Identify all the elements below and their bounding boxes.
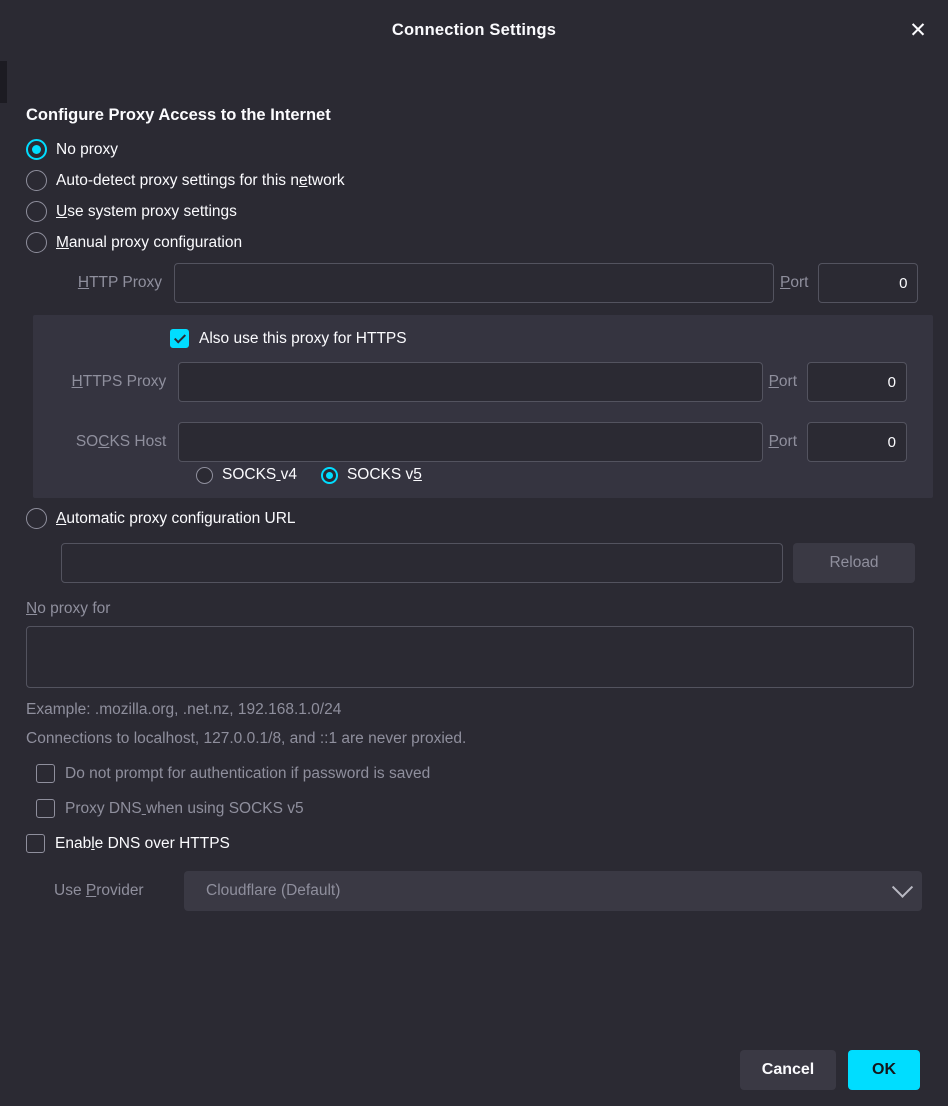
provider-row bbox=[54, 871, 922, 911]
also-https-row[interactable] bbox=[170, 329, 907, 348]
no-proxy-example-text: Example: .mozilla.org, .net.nz, 192.168.1.0/24 bbox=[26, 701, 342, 718]
http-port-input[interactable] bbox=[818, 263, 918, 303]
dialog-footer bbox=[0, 1050, 948, 1106]
https-port-label: Port bbox=[768, 373, 797, 390]
radio-pac-url[interactable] bbox=[26, 508, 47, 529]
socks-host-input[interactable] bbox=[178, 422, 762, 462]
https-proxy-label: HTTPS Proxy bbox=[71, 373, 167, 390]
page-title: Connection Settings bbox=[391, 21, 557, 39]
socks-port-label: Port bbox=[768, 433, 797, 450]
enable-doh-checkbox[interactable] bbox=[26, 834, 45, 853]
no-proxy-for-label: No proxy for bbox=[26, 600, 111, 617]
https-port-input[interactable] bbox=[807, 362, 907, 402]
http-proxy-row bbox=[62, 263, 922, 303]
proxy-dns-checkbox[interactable] bbox=[36, 799, 55, 818]
provider-label: Use Provider bbox=[54, 882, 144, 899]
radio-no-proxy[interactable] bbox=[26, 139, 47, 160]
radio-row-auto-detect[interactable] bbox=[26, 170, 922, 191]
localhost-note-text: Connections to localhost, 127.0.0.1/8, and ::1 are never proxied. bbox=[26, 730, 467, 747]
https-proxy-input[interactable] bbox=[178, 362, 762, 402]
https-proxy-row bbox=[33, 362, 907, 402]
chevron-down-icon bbox=[892, 876, 913, 897]
radio-row-manual-proxy[interactable] bbox=[26, 232, 922, 253]
no-prompt-auth-label: Do not prompt for authentication if password is saved bbox=[65, 764, 431, 782]
http-proxy-label: HTTP Proxy bbox=[77, 274, 162, 291]
provider-selected-value: Cloudflare (Default) bbox=[206, 882, 341, 899]
also-use-https-checkbox[interactable] bbox=[170, 329, 189, 348]
pac-url-input[interactable] bbox=[61, 543, 783, 583]
http-port-label: Port bbox=[780, 274, 809, 291]
provider-select[interactable] bbox=[184, 871, 922, 911]
close-icon: ✕ bbox=[909, 19, 927, 42]
checkbox-row-no-prompt-auth[interactable] bbox=[36, 764, 922, 783]
radio-row-pac[interactable] bbox=[26, 508, 922, 529]
close-button[interactable] bbox=[900, 13, 936, 49]
enable-doh-label: Enable DNS over HTTPS bbox=[55, 834, 230, 852]
proxy-dns-label: Proxy DNS when using SOCKS v5 bbox=[65, 799, 304, 817]
radio-socks-v5[interactable] bbox=[321, 467, 338, 484]
radio-label-socks-v5: SOCKS v5 bbox=[346, 466, 422, 483]
radio-row-no-proxy[interactable] bbox=[26, 139, 922, 160]
radio-label-manual-proxy: Manual proxy configuration bbox=[56, 233, 243, 251]
dialog-titlebar bbox=[0, 0, 948, 61]
checkbox-row-proxy-dns[interactable] bbox=[36, 799, 922, 818]
no-proxy-for-textarea[interactable] bbox=[26, 626, 914, 688]
socks-host-label: SOCKS Host bbox=[75, 433, 167, 450]
radio-row-system-proxy[interactable] bbox=[26, 201, 922, 222]
radio-socks-v4[interactable] bbox=[196, 467, 213, 484]
socks-version-group bbox=[196, 466, 907, 484]
radio-label-socks-v4: SOCKS v4 bbox=[222, 466, 297, 483]
radio-label-no-proxy: No proxy bbox=[56, 140, 119, 158]
radio-system-proxy[interactable] bbox=[26, 201, 47, 222]
also-use-https-label: Also use this proxy for HTTPS bbox=[199, 329, 407, 347]
http-proxy-input[interactable] bbox=[174, 263, 774, 303]
socks-host-row bbox=[33, 422, 907, 462]
section-heading: Configure Proxy Access to the Internet bbox=[26, 106, 331, 124]
reload-button[interactable]: Reload bbox=[793, 543, 915, 583]
no-prompt-auth-checkbox[interactable] bbox=[36, 764, 55, 783]
pac-url-row bbox=[61, 543, 922, 583]
radio-auto-detect[interactable] bbox=[26, 170, 47, 191]
cancel-button[interactable]: Cancel bbox=[740, 1050, 836, 1090]
dialog-content bbox=[0, 61, 948, 1050]
radio-label-system-proxy: Use system proxy settings bbox=[56, 202, 237, 220]
ok-button[interactable]: OK bbox=[848, 1050, 920, 1090]
https-socks-panel bbox=[33, 315, 933, 498]
socks-port-input[interactable] bbox=[807, 422, 907, 462]
radio-label-pac-url: Automatic proxy configuration URL bbox=[56, 509, 296, 527]
radio-label-auto-detect: Auto-detect proxy settings for this network bbox=[56, 171, 345, 189]
radio-manual-proxy[interactable] bbox=[26, 232, 47, 253]
checkbox-row-enable-doh[interactable] bbox=[26, 834, 922, 853]
